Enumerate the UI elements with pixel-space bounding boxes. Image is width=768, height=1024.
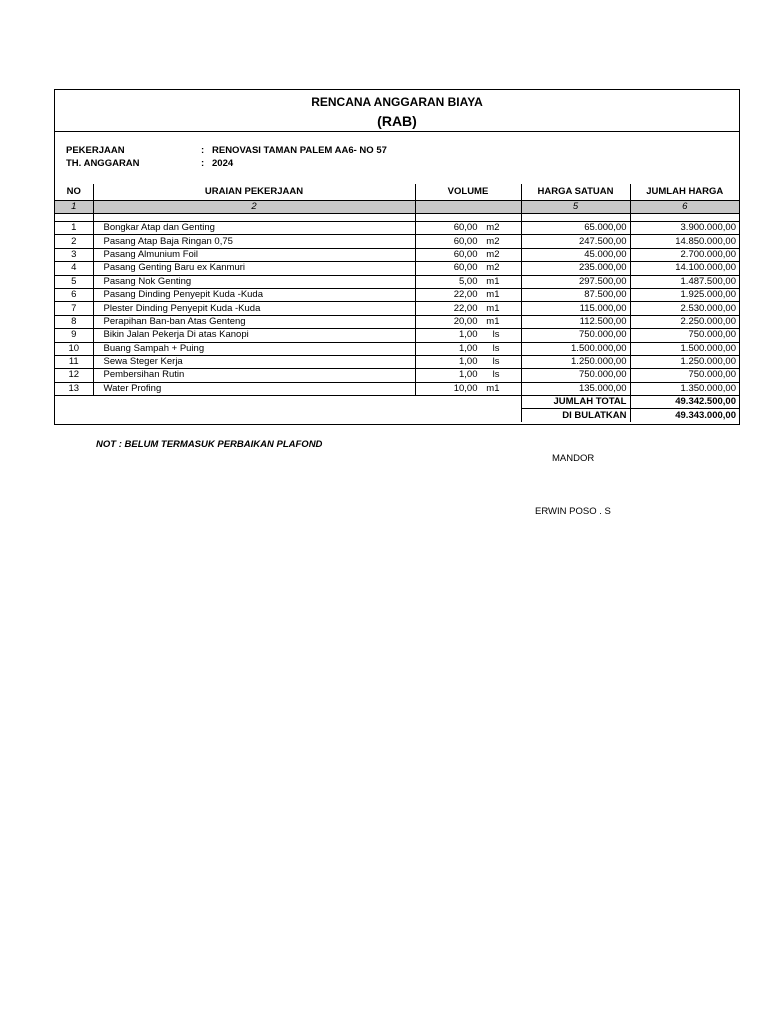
row-no: 10 xyxy=(55,342,93,355)
table-row xyxy=(55,315,739,328)
row-jumlah-harga: 2.250.000,00 xyxy=(630,315,739,328)
row-harga-satuan: 112.500,00 xyxy=(521,315,630,328)
row-jumlah-harga: 1.500.000,00 xyxy=(630,342,739,355)
row-harga-satuan: 65.000,00 xyxy=(521,222,630,235)
row-volume xyxy=(415,222,521,235)
header-harga-satuan: HARGA SATUAN xyxy=(521,184,630,201)
row-uraian: Perapihan Ban-ban Atas Genteng xyxy=(93,315,415,328)
pekerjaan-separator: : xyxy=(201,145,205,156)
row-uraian: Pembersihan Rutin xyxy=(93,369,415,382)
table-row xyxy=(55,355,739,368)
table-header-row xyxy=(55,184,739,201)
row-uraian: Pasang Nok Genting xyxy=(93,275,415,288)
rab-sheet xyxy=(54,89,740,425)
row-volume xyxy=(415,315,521,328)
row-volume-unit: ls xyxy=(492,369,500,381)
table-row xyxy=(55,288,739,301)
row-no: 13 xyxy=(55,382,93,395)
table-row xyxy=(55,342,739,355)
row-uraian: Plester Dinding Penyepit Kuda -Kuda xyxy=(93,302,415,315)
index-cell: 5 xyxy=(521,201,630,214)
total-label: JUMLAH TOTAL xyxy=(521,396,630,409)
row-jumlah-harga: 1.487.500,00 xyxy=(630,275,739,288)
row-volume-value: 10,00 xyxy=(453,382,478,394)
row-volume-unit: m1 xyxy=(486,302,500,314)
row-no: 11 xyxy=(55,355,93,368)
row-volume-unit: m2 xyxy=(486,248,500,260)
table-row xyxy=(55,369,739,382)
row-uraian: Water Profing xyxy=(93,382,415,395)
row-no: 7 xyxy=(55,302,93,315)
row-volume-value: 60,00 xyxy=(453,262,478,274)
row-uraian: Bongkar Atap dan Genting xyxy=(93,222,415,235)
document-title: RENCANA ANGGARAN BIAYA xyxy=(311,95,483,109)
row-volume xyxy=(415,248,521,261)
row-jumlah-harga: 1.925.000,00 xyxy=(630,288,739,301)
row-harga-satuan: 1.500.000,00 xyxy=(521,342,630,355)
row-harga-satuan: 750.000,00 xyxy=(521,369,630,382)
row-volume-value: 60,00 xyxy=(453,248,478,260)
row-volume xyxy=(415,369,521,382)
row-volume-value: 1,00 xyxy=(459,342,478,354)
header-uraian: URAIAN PEKERJAAN xyxy=(93,184,415,201)
footnote: NOT : BELUM TERMASUK PERBAIKAN PLAFOND xyxy=(96,439,323,450)
row-no: 5 xyxy=(55,275,93,288)
header-jumlah-harga: JUMLAH HARGA xyxy=(630,184,739,201)
table-row xyxy=(55,248,739,261)
row-volume xyxy=(415,262,521,275)
row-volume-unit: m2 xyxy=(486,235,500,247)
signatory-name: ERWIN POSO . S xyxy=(535,506,611,517)
row-volume xyxy=(415,382,521,395)
rounded-row xyxy=(55,409,739,422)
row-harga-satuan: 87.500,00 xyxy=(521,288,630,301)
title-divider xyxy=(55,131,739,132)
row-volume-unit: ls xyxy=(492,329,500,341)
row-harga-satuan: 247.500,00 xyxy=(521,235,630,248)
row-no: 4 xyxy=(55,262,93,275)
row-no: 12 xyxy=(55,369,93,382)
row-volume-unit: m1 xyxy=(486,289,500,301)
row-volume xyxy=(415,275,521,288)
pekerjaan-value: RENOVASI TAMAN PALEM AA6- NO 57 xyxy=(212,145,387,156)
row-jumlah-harga: 1.250.000,00 xyxy=(630,355,739,368)
row-volume-unit: ls xyxy=(492,356,500,368)
row-uraian: Bikin Jalan Pekerja Di atas Kanopi xyxy=(93,329,415,342)
row-volume-value: 60,00 xyxy=(453,222,478,234)
row-no: 3 xyxy=(55,248,93,261)
row-harga-satuan: 45.000,00 xyxy=(521,248,630,261)
row-jumlah-harga: 14.850.000,00 xyxy=(630,235,739,248)
row-volume-value: 22,00 xyxy=(453,289,478,301)
row-volume-value: 22,00 xyxy=(453,302,478,314)
row-volume xyxy=(415,235,521,248)
spacer-row xyxy=(55,214,739,222)
row-harga-satuan: 1.250.000,00 xyxy=(521,355,630,368)
row-uraian: Pasang Dinding Penyepit Kuda -Kuda xyxy=(93,288,415,301)
table-row xyxy=(55,262,739,275)
row-harga-satuan: 235.000,00 xyxy=(521,262,630,275)
rounded-label: DI BULATKAN xyxy=(521,409,630,422)
row-volume xyxy=(415,329,521,342)
row-no: 1 xyxy=(55,222,93,235)
mandor-label: MANDOR xyxy=(552,453,595,464)
table-row xyxy=(55,222,739,235)
row-volume-value: 5,00 xyxy=(459,275,478,287)
row-jumlah-harga: 750.000,00 xyxy=(630,369,739,382)
row-uraian: Buang Sampah + Puing xyxy=(93,342,415,355)
row-volume xyxy=(415,302,521,315)
table-row xyxy=(55,382,739,395)
row-harga-satuan: 750.000,00 xyxy=(521,329,630,342)
document-subtitle: (RAB) xyxy=(377,113,417,129)
index-cell xyxy=(415,201,521,214)
row-volume-unit: m2 xyxy=(486,262,500,274)
row-volume-value: 1,00 xyxy=(459,356,478,368)
table-row xyxy=(55,235,739,248)
row-volume xyxy=(415,355,521,368)
row-volume-value: 1,00 xyxy=(459,369,478,381)
rounded-value: 49.343.000,00 xyxy=(630,409,739,422)
row-volume-value: 20,00 xyxy=(453,315,478,327)
row-harga-satuan: 135.000,00 xyxy=(521,382,630,395)
total-row xyxy=(55,396,739,409)
row-harga-satuan: 115.000,00 xyxy=(521,302,630,315)
row-jumlah-harga: 14.100.000,00 xyxy=(630,262,739,275)
row-no: 6 xyxy=(55,288,93,301)
rab-table xyxy=(55,184,739,422)
column-index-row xyxy=(55,201,739,214)
table-row xyxy=(55,329,739,342)
header-no: NO xyxy=(55,184,93,201)
anggaran-value: 2024 xyxy=(212,158,234,169)
row-volume-unit: ls xyxy=(492,342,500,354)
row-harga-satuan: 297.500,00 xyxy=(521,275,630,288)
total-value: 49.342.500,00 xyxy=(630,396,739,409)
row-jumlah-harga: 2.700.000,00 xyxy=(630,248,739,261)
index-cell: 6 xyxy=(630,201,739,214)
row-volume-value: 1,00 xyxy=(459,329,478,341)
index-cell: 1 xyxy=(55,201,93,214)
row-volume xyxy=(415,342,521,355)
row-jumlah-harga: 2.530.000,00 xyxy=(630,302,739,315)
anggaran-label: TH. ANGGARAN xyxy=(66,158,140,169)
row-volume xyxy=(415,288,521,301)
row-jumlah-harga: 3.900.000,00 xyxy=(630,222,739,235)
row-volume-unit: m1 xyxy=(486,382,500,394)
table-row xyxy=(55,302,739,315)
row-uraian: Pasang Genting Baru ex Kanmuri xyxy=(93,262,415,275)
table-row xyxy=(55,275,739,288)
row-jumlah-harga: 750.000,00 xyxy=(630,329,739,342)
index-cell: 2 xyxy=(93,201,415,214)
row-volume-value: 60,00 xyxy=(453,235,478,247)
row-uraian: Pasang Atap Baja Ringan 0,75 xyxy=(93,235,415,248)
row-volume-unit: m1 xyxy=(486,315,500,327)
row-volume-unit: m2 xyxy=(486,222,500,234)
header-volume: VOLUME xyxy=(415,184,521,201)
row-volume-unit: m1 xyxy=(486,275,500,287)
row-no: 8 xyxy=(55,315,93,328)
anggaran-separator: : xyxy=(201,158,205,169)
row-no: 2 xyxy=(55,235,93,248)
table-body xyxy=(55,222,739,396)
row-uraian: Sewa Steger Kerja xyxy=(93,355,415,368)
row-jumlah-harga: 1.350.000,00 xyxy=(630,382,739,395)
pekerjaan-label: PEKERJAAN xyxy=(66,145,125,156)
row-uraian: Pasang Almunium Foil xyxy=(93,248,415,261)
row-no: 9 xyxy=(55,329,93,342)
